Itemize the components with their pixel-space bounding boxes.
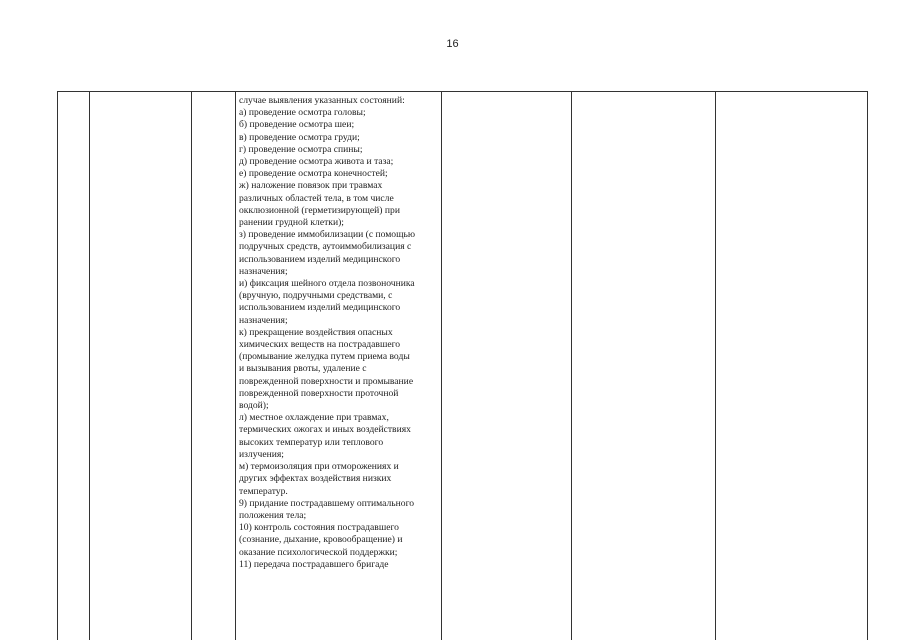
cell-text-line: е) проведение осмотра конечностей; [239,168,388,180]
cell-text-line: использованием изделий медицинского [239,253,401,265]
cell-text-line: использованием изделий медицинского [239,302,401,314]
table-column-divider [89,91,90,640]
table-column-divider [571,91,572,640]
table-column-divider [867,91,868,640]
cell-text-line: высоких температур или теплового [239,436,384,448]
table-column-divider [235,91,236,640]
cell-text-line: (вручную, подручными средствами, с [239,290,393,302]
cell-text-line: б) проведение осмотра шеи; [239,119,355,131]
cell-text-line: химических веществ на пострадавшего [239,339,401,351]
cell-text-line: и вызывания рвоты, удаление с [239,363,367,375]
table-column-divider [191,91,192,640]
cell-text-line: д) проведение осмотра живота и таза; [239,156,394,168]
cell-text-line: ж) наложение повязок при травмах [239,180,383,192]
cell-text-line: 10) контроль состояния пострадавшего [239,522,399,534]
table-column-divider [57,91,58,640]
cell-text-line: к) прекращение воздействия опасных [239,326,393,338]
cell-text-line: поврежденной поверхности проточной [239,387,399,399]
cell-text-line: водой); [239,400,269,412]
table-column-divider [715,91,716,640]
cell-text-line: оказание психологической поддержки; [239,546,398,558]
cell-text-line: поврежденной поверхности и промывание [239,375,414,387]
cell-text-line: м) термоизоляция при отморожениях и [239,461,399,473]
cell-text-line: положения тела; [239,509,307,521]
cell-text-line: а) проведение осмотра головы; [239,107,366,119]
table [57,91,868,640]
cell-text-line: 9) придание пострадавшему оптимального [239,497,415,509]
cell-text-line: случае выявления указанных состояний: [239,95,405,106]
cell-text-line: (промывание желудка путем приема воды [239,351,410,363]
cell-text-line: температур. [239,485,288,497]
cell-text-line: назначения; [239,314,288,326]
cell-text-line: (сознание, дыхание, кровообращение) и [239,534,403,546]
cell-text-line: назначения; [239,265,288,277]
cell-text-line: 11) передача пострадавшего бригаде [239,558,389,570]
cell-text-line: з) проведение иммобилизации (с помощью [239,229,416,241]
cell-text-line: и) фиксация шейного отдела позвоночника [239,278,415,290]
cell-text-line: термических ожогах и иных воздействиях [239,424,411,436]
cell-text-line: излучения; [239,448,284,460]
page-number: 16 [446,38,459,50]
cell-text-line: ранении грудной клетки); [239,217,344,229]
cell-text-line: окклюзионной (герметизирующей) при [239,204,400,216]
table-cell-text [239,95,444,571]
cell-text-line: г) проведение осмотра спины; [239,143,363,155]
cell-text-line: л) местное охлаждение при травмах, [239,412,389,424]
cell-text-line: других эффектах воздействия низких [239,473,392,485]
cell-text-line: подручных средств, аутоиммобилизация с [239,241,412,253]
cell-text-line: в) проведение осмотра груди; [239,131,360,143]
cell-text-line: различных областей тела, в том числе [239,192,394,204]
